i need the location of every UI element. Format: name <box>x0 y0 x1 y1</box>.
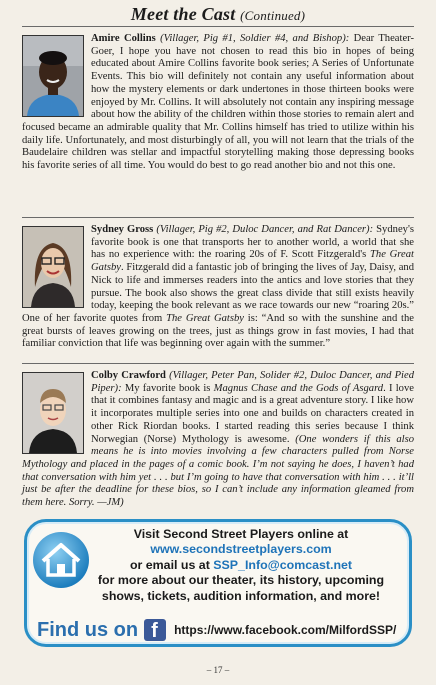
email-link[interactable]: SSP_Info@comcast.net <box>213 557 353 572</box>
website-link[interactable]: www.secondstreetplayers.com <box>150 542 332 557</box>
facebook-row <box>37 618 401 642</box>
cast-roles: (Villager, Peter Pan, Solider #2, Duloc Dancer, and Pied Piper): <box>91 370 414 394</box>
promo-line-more: for more about our theater, its history, upcoming <box>97 573 385 588</box>
promo-line-email <box>79 558 403 573</box>
email-prefix: or email us at <box>129 557 214 572</box>
page-title-continued: (Continued) <box>240 8 306 23</box>
book-title: Magnus Chase and the Gods of Asgard <box>213 382 384 394</box>
find-us-label: Find us on <box>37 618 139 641</box>
cast-roles: (Villager, Pig #1, Soldier #4, and Bishop): <box>160 33 350 44</box>
cast-name: Sydney Gross <box>91 224 154 235</box>
cast-roles: (Villager, Pig #2, Duloc Dancer, and Rat Dancer): <box>156 224 374 235</box>
page-number: – 17 – <box>206 665 230 675</box>
section-rule <box>22 363 414 364</box>
promo-line-shows: shows, tickets, audition information, and more! <box>101 588 381 603</box>
bio-text: My favorite book is <box>124 382 214 394</box>
page-title-main: Meet the Cast <box>130 4 236 24</box>
cast-name: Colby Crawford <box>91 370 166 381</box>
promo-box <box>24 519 412 647</box>
bio-text: is: “And so with the sunshine and the great bursts of leaves growing on the trees, just as things grow in fast movies, I had that familiar conviction that life was beginning over again with the summer.” <box>22 312 414 350</box>
page-title <box>0 4 436 25</box>
headshot-colby-crawford <box>22 372 84 454</box>
bio-text: Dear Theater-Goer, I hope you have not chosen to read this bio in hopes of being educated about Amire Collins favorite book series; A Series of Unfortunate Events. This bio will definitely not contain any useful information about how the mystery elements or dark undertones in those thirteen books were enjoyed by Mr. Collins. It will absolutely not contain any inspiring message about how the ability of the children within those stories to remain alert and focused became an admirable quality that Mr. Collins himself has tried to utilize within his daily life. Unfortunately, and most disturbingly of all, you will not learn that the trials of the Baudelaire children was stellar and impactful storytelling making those depressing books his favorite series of all time. You would do best to go read another bio and not this one. <box>22 33 414 172</box>
headshot-amire-collins <box>22 35 84 117</box>
facebook-link[interactable]: https://www.facebook.com/MilfordSSP/ <box>174 623 397 637</box>
bio-text: . Fitzgerald did a fantastic job of bringing the lives of Jay, Daisy, and Nick to life and immerses readers into the antics and love stories that they pursue. The book also shows the great class divide that still exists heavily today, keeping the book relevant as we race towards our new “roaring 20s.” One of her favorite quotes from <box>22 262 414 324</box>
promo-text <box>79 527 403 604</box>
headshot-sydney-gross <box>22 226 84 308</box>
header-rule <box>22 26 414 27</box>
bio-sydney-gross <box>22 224 414 351</box>
cast-name: Amire Collins <box>91 33 156 44</box>
bio-text: . I love that it combines fantasy and magic and is a great adventure story. I like how it incorporates multiple series into one and builds on characters created in other Rick Riordan books. I started reading this series because I think Norwegian (Norse) Mythology is awesome. <box>91 382 414 445</box>
book-title: The Great Gatsby <box>91 249 414 274</box>
promo-line-visit: Visit Second Street Players online at <box>133 527 349 541</box>
book-title: The Great Gatsby <box>166 312 244 324</box>
bio-amire-collins <box>22 33 414 173</box>
editor-note: (One wonders if this also means he is into movies involving a few characters pulled from Norse Mythology and placed in the pages of a comic book. I’m not saying he does, I haven’t had that conversation with him yet . . . but I’m going to have that conversation with him . . . it’ll just be after the deadline for these bios, so I can’t include any information gleamed from them here. Sorry. —JM) <box>22 433 415 509</box>
section-rule <box>22 217 414 218</box>
bio-text: Sydney's favorite book is one that transports her to another world, a world that she has no experience with: the roaring 20s of F. Scott Fitzgerald's <box>91 224 414 261</box>
facebook-icon[interactable]: f <box>144 619 166 641</box>
bio-colby-crawford <box>22 370 414 510</box>
